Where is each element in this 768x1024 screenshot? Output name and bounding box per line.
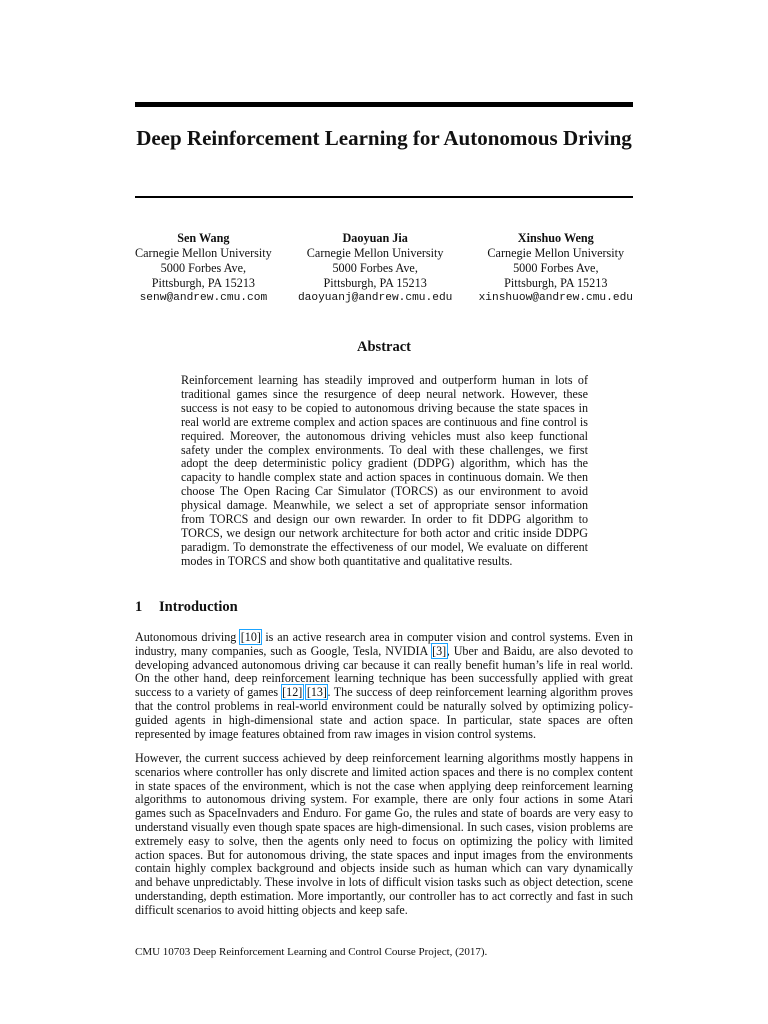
author-name: Sen Wang [177, 231, 230, 245]
author-address: 5000 Forbes Ave, [160, 261, 247, 275]
author-city: Pittsburgh, PA 15213 [504, 276, 608, 290]
author-1 [135, 231, 272, 306]
author-3 [479, 231, 633, 306]
author-2 [298, 231, 452, 306]
citation-link[interactable]: [12] [282, 685, 303, 700]
title-top-rule [135, 102, 633, 107]
footnote: CMU 10703 Deep Reinforcement Learning and Control Course Project, (2017). [135, 946, 488, 958]
author-name: Daoyuan Jia [342, 231, 408, 245]
paper-title: Deep Reinforcement Learning for Autonomous Driving [136, 126, 632, 150]
citation-link[interactable]: [3] [432, 643, 447, 658]
section-heading [135, 599, 238, 616]
abstract-heading: Abstract [357, 339, 411, 355]
citation-link[interactable]: [13] [306, 685, 327, 700]
section-title: Introduction [159, 599, 238, 615]
author-affiliation: Carnegie Mellon University [135, 246, 272, 260]
text-run: is an active research area in computer vision and control systems. Even in industry, many companies, such as Google, Tesla, NVIDIA [135, 630, 633, 658]
abstract-text: Reinforcement learning has steadily improved and outperform human in lots of traditional games since the resurgence of deep neural network. However, these success is not easy to be copied to autonomous driving because the state spaces in real world are extreme complex and action spaces are continuous and fine control is required. Moreover, the autonomous driving vehicles must also keep functional safety under the complex environments. To deal with these challenges, we first adopt the deep deterministic policy gradient (DDPG) algorithm, which has the capacity to handle complex state and action spaces in continuous domain. We then choose The Open Racing Car Simulator (TORCS) as our environment to avoid physical damage. Meanwhile, we select a set of appropriate sensor information from TORCS and design our own rewarder. In order to fit DDPG algorithm to TORCS, we design our network architecture for both actor and critic inside DDPG paradigm. To demonstrate the effectiveness of our model, We evaluate on different modes in TORCS and show both quantitative and qualitative results. [181, 373, 588, 568]
intro-paragraph-1 [135, 631, 633, 741]
author-block [135, 231, 633, 306]
citation-link[interactable]: [10] [240, 630, 261, 644]
author-email: xinshuow@andrew.cmu.edu [478, 292, 633, 304]
author-affiliation: Carnegie Mellon University [487, 246, 625, 260]
author-city: Pittsburgh, PA 15213 [151, 276, 256, 290]
text-run: . The success of deep reinforcement learning algorithm proves that the control problems in real-world environment could be naturally solved by optimizing policy-guided agents in high-dimensional state and action space. In particular, state spaces are often represented by image features obtained from raw images in vision control systems. [135, 685, 634, 741]
author-address: 5000 Forbes Ave, [513, 261, 599, 275]
text-run: Autonomous driving [135, 630, 241, 644]
section-number: 1 [135, 599, 143, 615]
author-email: daoyuanj@andrew.cmu.edu [297, 292, 453, 304]
author-email: senw@andrew.cmu.com [139, 292, 268, 304]
author-address: 5000 Forbes Ave, [332, 261, 418, 275]
author-city: Pittsburgh, PA 15213 [323, 276, 427, 290]
author-affiliation: Carnegie Mellon University [306, 246, 444, 260]
author-name: Xinshuo Weng [517, 231, 594, 245]
title-bottom-rule [135, 196, 633, 198]
text-run: , Uber and Baidu, are also devoted to developing advanced autonomous driving car because it can really benefit human’s life in real world. On the other hand, deep reinforcement learning technique has been successfully applied with great success to a variety of games [135, 643, 634, 700]
intro-paragraph-2: However, the current success achieved by deep reinforcement learning algorithms mostly happens in scenarios where controller has only discrete and limited action spaces and there is no complex content in state spaces of the environment, which is not the case when applying deep reinforcement learning algorithms to autonomous driving system. For example, there are only four actions in some Atari games such as SpaceInvaders and Enduro. For game Go, the rules and state of boards are very easy to understand visually even though spate spaces are high-dimensional. In such cases, vision problems are extremely easy to solve, then the agents only need to focus on optimizing the policy with limited action spaces. But for autonomous driving, the state spaces and input images from the environments contain highly complex background and objects inside such as human which can vary dynamically and behave unpredictably. These involve in lots of difficult vision tasks such as object detection, scene understanding, depth estimation. More importantly, our controller has to act correctly and fast in such difficult scenarios to avoid hitting objects and keep safe. [135, 751, 633, 917]
